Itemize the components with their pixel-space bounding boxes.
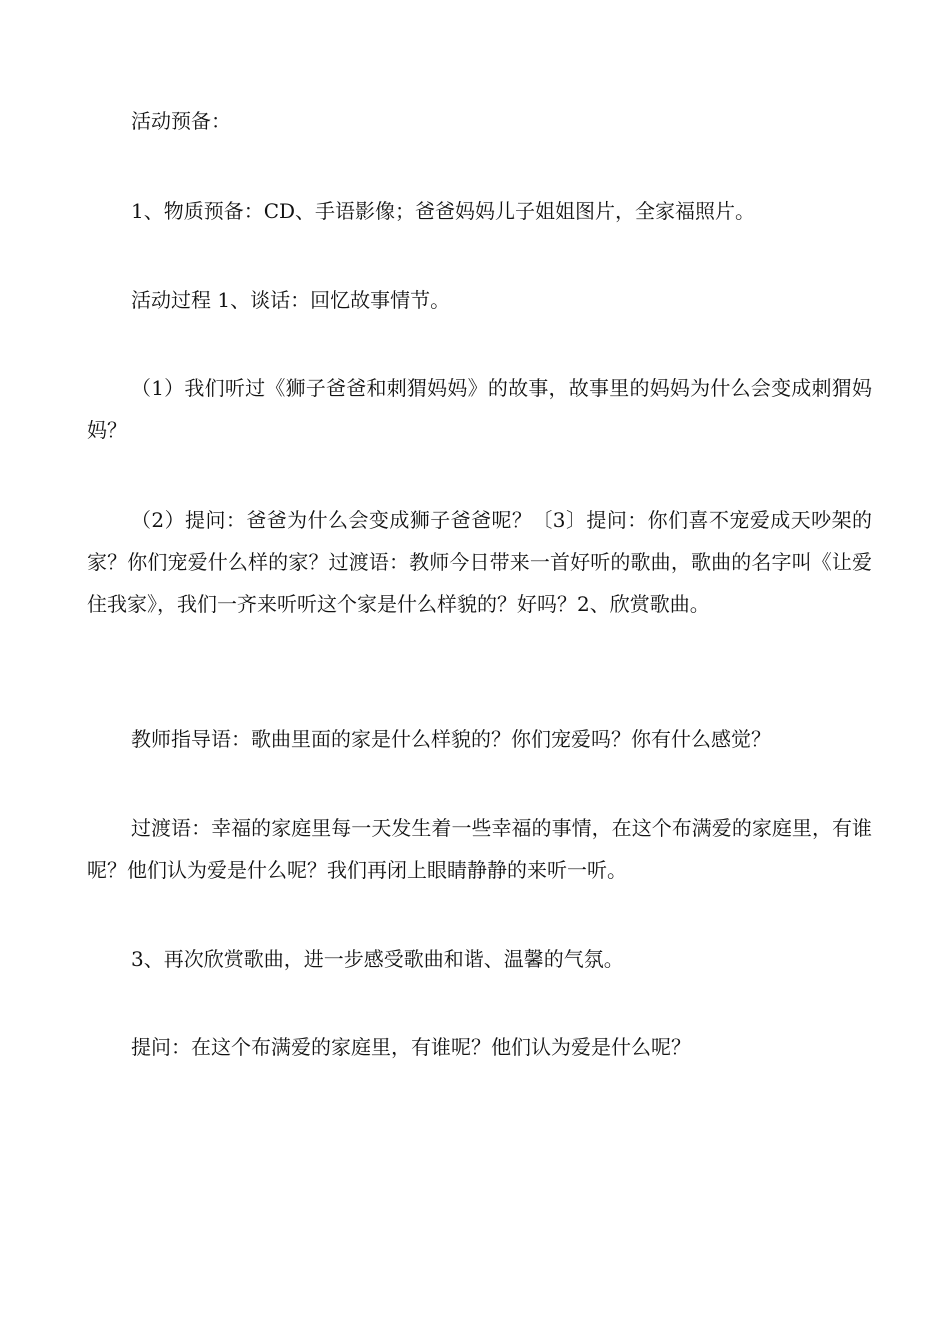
paragraph-final-question: 提问：在这个布满爱的家庭里，有谁呢？他们认为爱是什么呢？ (131, 1035, 691, 1059)
paragraph-transition: 过渡语：幸福的家庭里每一天发生着一些幸福的事情，在这个布满爱的家庭里，有谁呢？他们认为爱是什么呢？我们再闭上眼睛静静的来听一听。 (87, 816, 872, 882)
paragraph-question-1: （1）我们听过《狮子爸爸和刺猬妈妈》的故事，故事里的妈妈为什么会变成刺猬妈妈？ (87, 376, 872, 442)
paragraph-activity-preparation: 活动预备： (131, 109, 231, 133)
paragraph-teacher-guide: 教师指导语：歌曲里面的家是什么样貌的？你们宠爱吗？你有什么感觉？ (131, 727, 771, 751)
paragraph-material-preparation: 1、物质预备：CD、手语影像；爸爸妈妈儿子姐姐图片，全家福照片。 (131, 199, 756, 223)
paragraph-activity-process: 活动过程 1、谈话：回忆故事情节。 (131, 288, 451, 312)
paragraph-question-2-3: （2）提问：爸爸为什么会变成狮子爸爸呢？〔3〕提问：你们喜不宠爱成天吵架的家？你们宠爱什么样的家？过渡语：教师今日带来一首好听的歌曲，歌曲的名字叫《让爱住我家》，我们一齐来听听这个家是什么样貌的？好吗？2、欣赏歌曲。 (87, 508, 872, 616)
paragraph-appreciate-again: 3、再次欣赏歌曲，进一步感受歌曲和谐、温馨的气氛。 (131, 947, 624, 971)
